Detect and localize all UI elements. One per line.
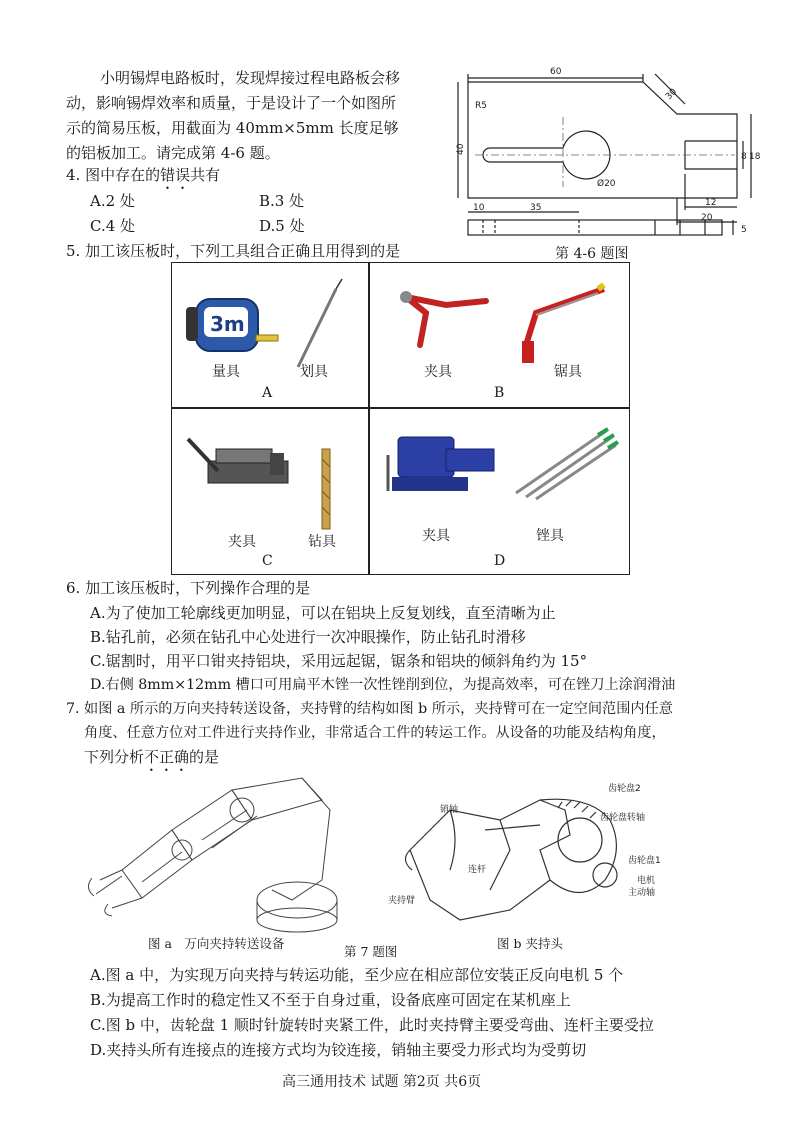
cell-c-letter: C: [262, 553, 273, 569]
grid-divider-horizontal: [172, 407, 629, 409]
q6-option-c: C.锯割时，用平口钳夹持铝块，采用远起锯，锯条和铝块的倾斜角约为 15°: [90, 652, 588, 670]
label-drive-shaft: 主动轴: [628, 888, 656, 898]
q7-stem-line-2: 角度、任意方位对工件进行夹持作业，非常适合工件的转运工作。从设备的功能及结构角度，: [84, 725, 666, 741]
dim-18: 18: [749, 152, 761, 162]
cell-b-right-label: 锯具: [554, 364, 582, 380]
intro-line-3: 示的简易压板，用截面为 40mm×5mm 长度足够: [66, 119, 399, 137]
intro-line-2: 动，影响锡焊效率和质量，于是设计了一个如图所: [66, 94, 397, 112]
q4-option-a: A.2 处: [90, 192, 135, 210]
q5-tool-grid: [171, 262, 630, 575]
label-gear1: 齿轮盘1: [628, 856, 661, 866]
cell-a-left-label: 量具: [212, 364, 240, 380]
cell-b-letter: B: [494, 385, 505, 401]
q7-stem-line-3: 下列分析不正确的是: [84, 748, 220, 766]
q7-option-c: C.图 b 中，齿轮盘 1 顺时针旋转时夹紧工件，此时夹持臂主要受弯曲、连杆主要受拉: [90, 1016, 654, 1034]
cell-d-left-label: 夹具: [422, 528, 450, 544]
q7-option-d: D.夹持头所有连接点的连接方式均为铰连接，销轴主要受力形式均为受剪切: [90, 1041, 587, 1059]
drill-bit-icon: [322, 449, 330, 529]
q6-option-d: D.右侧 8mm×12mm 槽口可用扁平木锉一次性锉削到位，为提高效率，可在锉刀上涂润滑油: [90, 677, 676, 693]
drill-vise-icon: [178, 419, 364, 529]
scriber-icon: [298, 289, 336, 367]
dim-10: 10: [473, 203, 485, 213]
dim-phi20: Ø20: [597, 179, 616, 189]
dim-60: 60: [550, 67, 562, 77]
dim-8: 8: [741, 152, 747, 162]
label-gear2: 齿轮盘2: [608, 784, 641, 794]
q4-stem: 4. 图中存在的错误共有: [66, 166, 221, 184]
dim-35: 35: [530, 203, 542, 213]
tape-measure-label: 3m: [210, 312, 245, 336]
cell-c-left-label: 夹具: [228, 534, 256, 550]
label-gear-shaft: 齿轮盘转轴: [600, 813, 646, 823]
intro-line-1: 小明锡焊电路板时，发现焊接过程电路板会移: [100, 69, 401, 87]
bench-vise-icon: [376, 421, 626, 511]
dim-r5: R5: [475, 101, 487, 111]
figure-4-6-drawing: [455, 62, 761, 242]
cell-b-left-label: 夹具: [424, 364, 452, 380]
label-clamp-arm: 夹持臂: [388, 896, 416, 906]
label-link: 连杆: [468, 865, 487, 875]
figure-7-caption: 第 7 题图: [344, 944, 398, 959]
tape-measure-icon: [178, 277, 364, 377]
cell-a-right-label: 划具: [300, 364, 328, 380]
cell-a-letter: A: [262, 385, 273, 401]
page-footer: 高三通用技术 试题 第2页 共6页: [282, 1074, 482, 1090]
dim-30: 30: [664, 86, 680, 103]
q4-option-d: D.5 处: [259, 217, 305, 235]
grid-divider-vertical: [368, 263, 370, 574]
label-motor: 电机: [637, 876, 656, 886]
q6-option-b: B.钻孔前，必须在钻孔中心处进行一次冲眼操作，防止钻孔时滑移: [90, 628, 526, 646]
q7-option-b: B.为提高工作时的稳定性又不至于自身过重，设备底座可固定在某机座上: [90, 991, 571, 1009]
figure-a-device-drawing: [82, 770, 352, 935]
hacksaw-icon: [526, 289, 604, 345]
q6-option-a: A.为了使加工轮廓线更加明显，可以在铝块上反复划线，直至清晰为止: [90, 604, 556, 622]
q5-stem: 5. 加工该压板时，下列工具组合正确且用得到的是: [66, 242, 401, 260]
intro-line-4: 的铝板加工。请完成第 4-6 题。: [66, 144, 280, 162]
dim-20: 20: [701, 213, 713, 223]
q4-option-b: B.3 处: [259, 192, 305, 210]
q4-option-c: C.4 处: [90, 217, 136, 235]
figure-b-caption: 图 b 夹持头: [497, 936, 563, 951]
figure-4-6-caption: 第 4-6 题图: [555, 246, 629, 262]
label-pin: 销轴: [440, 805, 459, 815]
q6-stem: 6. 加工该压板时，下列操作合理的是: [66, 579, 311, 597]
dim-40: 40: [456, 143, 466, 155]
cell-c-right-label: 钻具: [308, 534, 336, 550]
q7-stem-line-1: 7. 如图 a 所示的万向夹持转送设备，夹持臂的结构如图 b 所示，夹持臂可在一定空间范围内任意: [66, 701, 673, 717]
cell-d-right-label: 锉具: [536, 528, 564, 544]
figure-a-caption: 图 a 万向夹持转送设备: [148, 936, 285, 951]
dim-12: 12: [705, 198, 717, 208]
cell-d-letter: D: [494, 553, 506, 569]
pliers-icon: [376, 275, 626, 375]
q7-option-a: A.图 a 中，为实现万向夹持与转运功能，至少应在相应部位安装正反向电机 5 个: [90, 966, 624, 984]
dim-5: 5: [741, 225, 747, 235]
